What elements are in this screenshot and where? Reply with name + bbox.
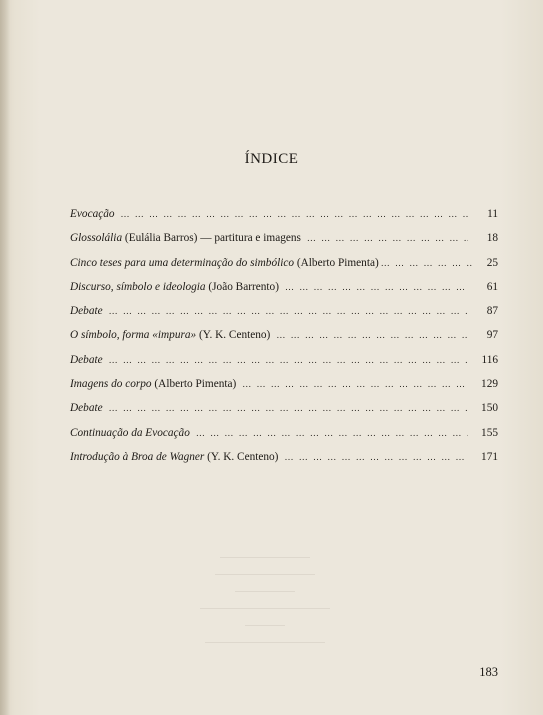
- toc-page-number: 87: [486, 305, 498, 318]
- toc-page-number: 61: [486, 280, 498, 293]
- toc-entry: [70, 329, 498, 353]
- toc-entry: [70, 257, 498, 281]
- dot-leader: [284, 452, 468, 462]
- toc-entry-title: Debate: [70, 402, 103, 415]
- toc-page-number: 116: [481, 353, 498, 366]
- toc-entry-title: Cinco teses para uma determinação do simbólico (Alberto Pimenta): [70, 256, 379, 269]
- dot-leader: [109, 306, 468, 316]
- dot-leader: [285, 282, 468, 292]
- toc-entry: [70, 232, 498, 256]
- dot-leader: [381, 258, 472, 268]
- toc-entry-title: Discurso, símbolo e ideologia (João Barrento): [70, 280, 279, 293]
- dot-leader: [307, 233, 468, 243]
- toc-entry: [70, 402, 498, 426]
- toc-page-number: 171: [481, 450, 498, 463]
- toc-page-number: 11: [487, 208, 498, 220]
- toc-entry: [70, 305, 498, 329]
- toc-entry-title: Glossolália (Eulália Barros) — partitura e imagens: [70, 232, 301, 245]
- toc-entry-title: Debate: [70, 353, 103, 366]
- toc-page-number: 25: [486, 256, 498, 269]
- dot-leader: [109, 355, 468, 365]
- toc-entry: [70, 451, 498, 475]
- page-number: 183: [479, 665, 498, 679]
- toc-entry: [70, 281, 498, 305]
- show-through-colophon: [190, 545, 340, 647]
- toc-entry-title: O símbolo, forma «impura» (Y. K. Centeno): [70, 329, 271, 342]
- toc-entry-title: Debate: [70, 305, 103, 318]
- toc-page-number: 97: [486, 329, 498, 342]
- toc-page-number: 129: [481, 378, 498, 391]
- toc-entry-title: Evocação: [70, 208, 115, 220]
- toc-entry: [70, 378, 498, 402]
- dot-leader: [121, 209, 468, 219]
- toc-entry: [70, 208, 498, 232]
- table-of-contents: [70, 208, 498, 475]
- dot-leader: [109, 403, 468, 413]
- dot-leader: [196, 428, 468, 438]
- toc-page-number: 155: [481, 426, 498, 439]
- toc-page-number: 18: [486, 232, 498, 245]
- toc-entry: [70, 427, 498, 451]
- toc-entry-title: Imagens do corpo (Alberto Pimenta): [70, 378, 237, 391]
- index-title: ÍNDICE: [244, 151, 299, 167]
- dot-leader: [276, 330, 468, 340]
- toc-entry-title: Continuação da Evocação: [70, 426, 190, 439]
- dot-leader: [242, 379, 468, 389]
- toc-entry-title: Introdução à Broa de Wagner (Y. K. Centeno): [70, 450, 279, 463]
- toc-page-number: 150: [481, 402, 498, 415]
- toc-entry: [70, 354, 498, 378]
